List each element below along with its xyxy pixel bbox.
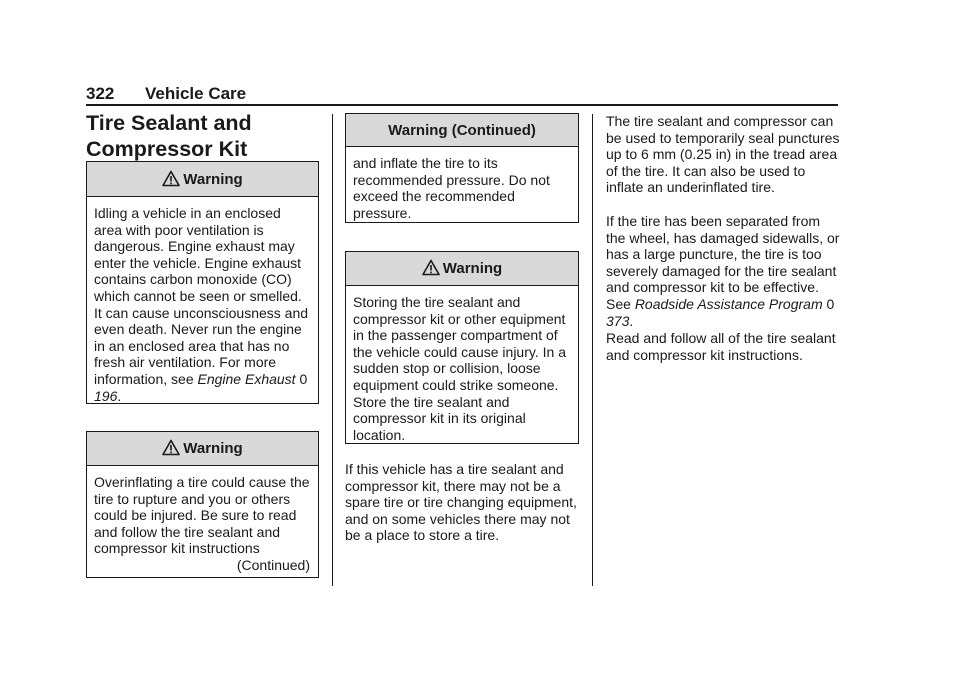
body-paragraph-instructions: Read and follow all of the tire sealant and compressor kit instructions.: [606, 330, 836, 363]
warning-title: Warning: [442, 260, 503, 277]
warning-title: Warning: [183, 440, 243, 457]
warning-text: and inflate the tire to its recommended pressure. Do not exceed the recommended pressure.: [353, 155, 550, 221]
body-paragraph-kit: If this vehicle has a tire sealant and compressor kit, there may not be a spare tire or tire changing equipment, and on some vehicles there may not be a place to store a tire.: [345, 461, 577, 544]
engine-exhaust-link[interactable]: Engine Exhaust: [197, 370, 296, 387]
column-divider-2: [592, 114, 593, 586]
warning-body: [346, 286, 578, 443]
warning-body: [87, 466, 318, 557]
warning-body: Idling a vehicle in an enclosed area with poor ventilation is dangerous. Engine exhaust may enter the vehicle. Engine exhaust contains carbon monoxide (CO) which cannot be seen or smelled. It can cause unconsciousness and even death. Never run the engine in an enclosed area that has no fresh air ventilation. For more information, see Engine Exhaust 0 196.: [94, 205, 309, 404]
roadside-assistance-link[interactable]: Roadside Assistance Program: [634, 295, 823, 312]
column-divider-1: [332, 114, 333, 586]
warning-box-storage: [345, 251, 579, 444]
header-rule: [86, 104, 838, 106]
warning-triangle-icon: [162, 165, 180, 200]
page-ref[interactable]: 373: [606, 312, 630, 329]
warning-body: [346, 147, 578, 221]
warning-header: Warning (Continued): [346, 114, 578, 147]
page-title-line1: Tire Sealant and: [86, 111, 252, 135]
warning-header: [346, 252, 578, 286]
section-title: Vehicle Care: [145, 84, 247, 103]
body-text: If the tire has been separated from the wheel, has damaged sidewalls, or has a large puncture, the tire is too severely damaged for the tire sealant and compressor kit to be effective. See: [606, 213, 840, 312]
page-title-line2: Compressor Kit: [86, 137, 248, 161]
warning-triangle-icon: [162, 435, 180, 469]
warning-title: Warning: [183, 171, 243, 188]
page-number: 322: [86, 84, 115, 103]
page-ref-icon: 0: [826, 295, 835, 312]
warning-triangle-icon: [422, 255, 440, 289]
warning-text: Overinflating a tire could cause the tire to rupture and you or others could be injured. Be sure to read and follow the tire sealant and compressor kit instructions: [94, 474, 310, 557]
page-title: [86, 110, 326, 162]
warning-header: [87, 432, 318, 466]
warning-header: [87, 162, 318, 197]
body-paragraph-damage: If the tire has been separated from the wheel, has damaged sidewalls, or has a large puncture, the tire is too severely damaged for the tire sealant and compressor kit to be effective. See Roadside Assistance Program 0 373.: [606, 213, 840, 329]
body-paragraph-sealant: The tire sealant and compressor can be used to temporarily seal punctures up to 6 mm (0.25 in) in the tread area of the tire. It can also be used to inflate an underinflated tire.: [606, 113, 840, 196]
page-ref-icon: 0: [299, 370, 308, 387]
warning-box-continued: [345, 113, 579, 223]
page-ref[interactable]: 196: [94, 387, 118, 404]
warning-text: Storing the tire sealant and compressor kit or other equipment in the passenger compartment of the vehicle could cause injury. In a sudden stop or collision, loose equipment could strike someone. Store the tire sealant and compressor kit in its original location.: [353, 294, 566, 443]
warning-box-overinflate: [86, 431, 319, 578]
page-header: [86, 84, 838, 104]
continued-label: (Continued): [236, 557, 310, 573]
warning-text: Idling a vehicle in an enclosed area with poor ventilation is dangerous. Engine exhaust may enter the vehicle. Engine exhaust contains carbon monoxide (CO) which cannot be seen or smelled. It can cause unconsciousness and even death. Never run the engine in an enclosed area that has no fresh air ventilation. For more information, see: [94, 205, 309, 387]
warning-box-exhaust: [86, 161, 319, 404]
